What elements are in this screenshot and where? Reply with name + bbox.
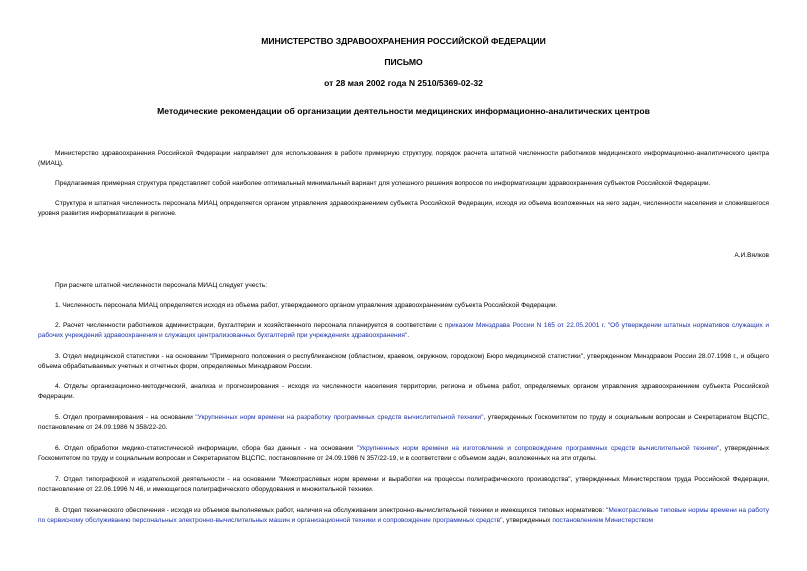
item-5 xyxy=(38,413,769,433)
item-8-text: 8. Отдел технического обеспечения - исходя из объемов выполняемых работ, наличия на обслуживании электронно-вычислительной техники и имеющихся типовых нормативов: xyxy=(55,507,606,514)
item-6 xyxy=(38,444,769,464)
item-3: 3. Отдел медицинской статистики - на основании "Примерного положения о республиканском (областном, краевом, окружном, городском) Бюро медицинской статистики", утвержденном Минздравом России 28.07.1998 г., и общего объема обрабатываемых учетных и отчетных форм, определяемых Минздравом России. xyxy=(38,353,769,370)
item-6-link[interactable]: "Укрупненных норм времени на изготовление и сопровождение программных средств вычислительной техники" xyxy=(356,445,720,452)
calc-intro: При расчете штатной численности персонала МИАЦ следует учесть: xyxy=(55,282,268,289)
item-8 xyxy=(38,506,769,526)
intro-paragraph-3: Структура и штатная численность персонала МИАЦ определяется органом управления здравоохранением субъекта Российской Федерации, исходя из объема возложенных на него задач, численности населения и сложившегося уровня развития информатизации в регионе. xyxy=(38,200,769,217)
ministry-heading: МИНИСТЕРСТВО ЗДРАВООХРАНЕНИЯ РОССИЙСКОЙ ФЕДЕРАЦИИ xyxy=(261,36,546,46)
item-8-link-2[interactable]: постановлением Министерством xyxy=(552,517,654,524)
item-1: 1. Численность персонала МИАЦ определяется исходя из объема работ, утверждаемого органом управления здравоохранением субъекта Российской Федерации. xyxy=(55,302,558,309)
item-5-end: , утвержденных Госкомитетом по труду и социальным вопросам и Секретариатом ВЦСПС, постановление от 24.09.1986 N 358/22-20. xyxy=(38,414,769,431)
item-5-text: 5. Отдел программирования - на основании xyxy=(55,414,196,421)
intro-paragraph-1: Министерство здравоохранения Российской Федерации направляет для использования в работе примерную структуру, порядок расчета штатной численности работников медицинского информационно-аналитического центра (МИАЦ). xyxy=(38,150,769,167)
item-2 xyxy=(38,321,769,341)
item-6-end: , утвержденных Госкомитетом по труду и социальным вопросам и Секретариатом ВЦСПС, постановление от 24.09.1986 N 357/22-19, и в соответствии с объемом задач, возложенных на эти отделы. xyxy=(38,445,770,462)
item-6-text: 6. Отдел обработки медико-статистической информации, сбора баз данных - на основании xyxy=(55,445,357,452)
item-2-end: . xyxy=(407,332,410,339)
item-5-link[interactable]: "Укрупненных норм времени на разработку программных средств вычислительной техники" xyxy=(195,414,484,421)
signature: А.И.Вялков xyxy=(734,252,769,259)
doc-type-heading: ПИСЬМО xyxy=(384,57,423,67)
item-8-link[interactable]: "Межотраслевые типовые нормы времени на работу по сервисному обслуживанию персональных электронно-вычислительных машин и организационной техники и сопровождение программных средств" xyxy=(38,507,769,524)
item-2-text: 2. Расчет численности работников администрации, бухгалтерии и хозяйственного персонала планируется в соответствии с xyxy=(55,322,445,329)
intro-paragraph-2: Предлагаемая примерная структура представляет собой наиболее оптимальный минимальный вариант для успешного решения вопросов по информатизации здравоохранения субъектов Российской Федерации. xyxy=(55,180,711,187)
item-7: 7. Отдел типографской и издательской деятельности - на основании "Межотраслевых норм времени и выработки на процессы полиграфического производства", утвержденных Министерством труда Российской Федерации, постановление от 22.06.1996 N 46, и имеющегося полиграфического оборудования и множительной техники. xyxy=(38,476,769,493)
document-title: Методические рекомендации об организации деятельности медицинских информационно-аналитических центров xyxy=(157,106,650,116)
item-8-mid: , утвержденных xyxy=(502,517,553,524)
date-number-heading: от 28 мая 2002 года N 2510/5369-02-32 xyxy=(324,78,483,88)
item-4: 4. Отделы организационно-методический, анализа и прогнозирования - исходя из численности населения территории, региона и объема работ, определяемых органом управления здравоохранением субъекта Российской Федерации. xyxy=(38,383,769,400)
item-2-link[interactable]: приказом Минздрава России N 165 от 22.05.2001 г. "Об утверждении штатных нормативов служащих и рабочих учреждений здравоохранения и служащих централизованных бухгалтерий при учреждениях здравоохранения" xyxy=(38,322,769,339)
